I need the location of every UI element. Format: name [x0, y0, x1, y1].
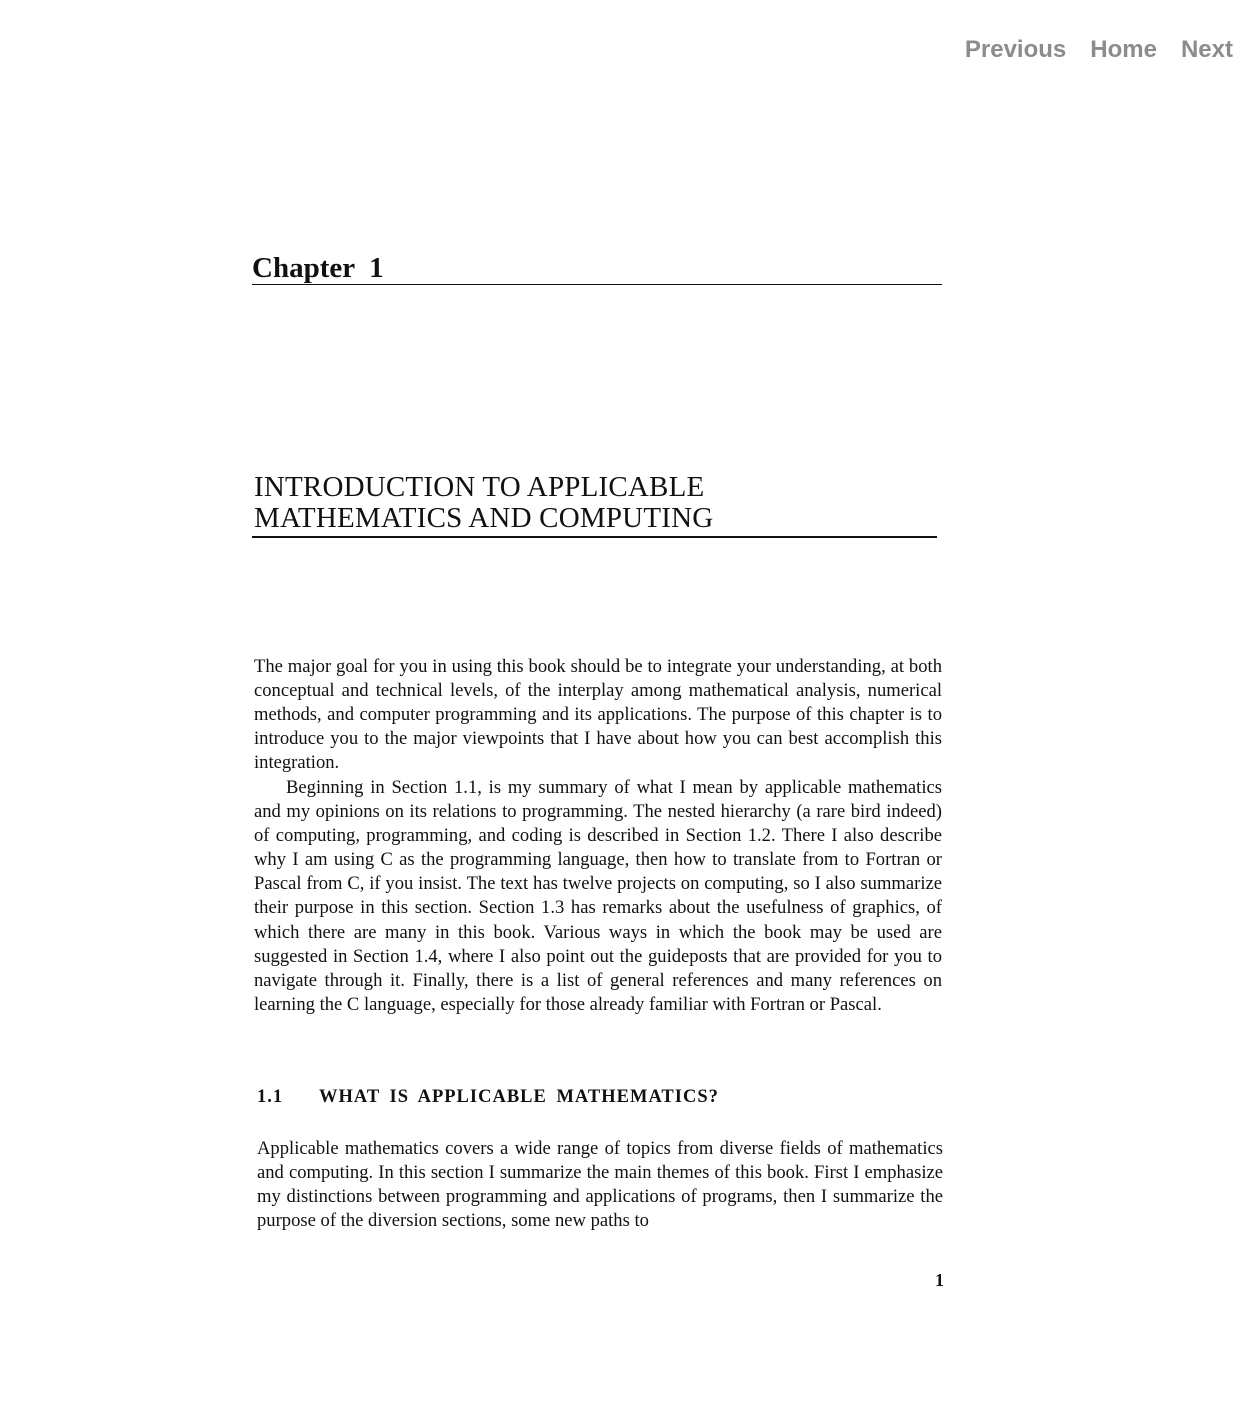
chapter-label-text: Chapter 1: [252, 252, 384, 284]
section-title: WHAT IS APPLICABLE MATHEMATICS?: [319, 1087, 719, 1107]
chapter-title-line-1: INTRODUCTION TO APPLICABLE: [254, 471, 705, 503]
chapter-title: [252, 472, 937, 538]
intro-paragraph-2: Beginning in Section 1.1, is my summary of what I mean by applicable mathematics and my opinions on its relations to programming. The nested hierarchy (a rare bird indeed) of computing, programming, and coding is described in Section 1.2. There I also describe why I am using C as the programming language, then how to translate from to Fortran or Pascal from C, if you insist. The text has twelve projects on computing, so I also summarize their purpose in this section. Section 1.3 has remarks about the usefulness of graphics, of which there are many in this book. Various ways in which the book may be used are suggested in Section 1.4, where I also point out the guideposts that are provided for you to navigate through it. Finally, there is a list of general references and many references on learning the C language, especially for those already familiar with Fortran or Pascal.: [254, 777, 942, 1015]
chapter-label: [252, 252, 942, 285]
previous-link[interactable]: Previous: [964, 36, 1067, 63]
section-paragraph: Applicable mathematics covers a wide range of topics from diverse fields of mathematics and computing. In this section I summarize the main themes of this book. First I emphasize my distinctions between programming and applications of programs, then I summarize the purpose of the diversion sections, some new paths to: [257, 1138, 943, 1232]
page-navigation: [965, 36, 1233, 64]
section-number: 1.1: [257, 1087, 284, 1107]
next-link[interactable]: Next: [1180, 36, 1233, 63]
intro-paragraph-1: The major goal for you in using this book should be to integrate your understanding, at both conceptual and technical levels, of the interplay among mathematical analysis, numerical methods, and computer programming and its applications. The purpose of this chapter is to introduce you to the major viewpoints that I have about how you can best accomplish this integration.: [254, 656, 942, 774]
home-link[interactable]: Home: [1090, 36, 1157, 63]
chapter-title-line-2: MATHEMATICS AND COMPUTING: [254, 502, 714, 534]
page-number: 1: [935, 1270, 944, 1290]
section-heading: [257, 1087, 719, 1108]
